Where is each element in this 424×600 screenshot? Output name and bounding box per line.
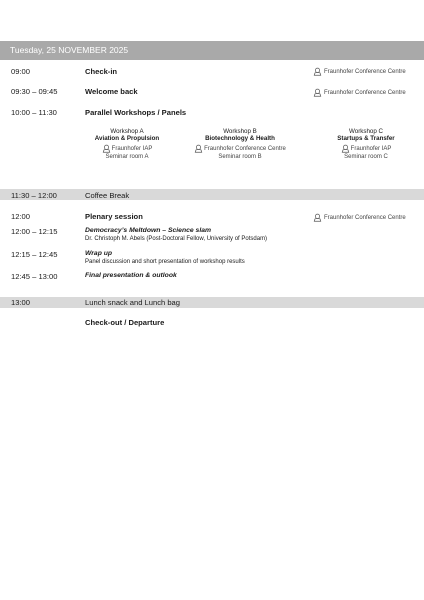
row-title: Parallel Workshops / Panels [85, 108, 187, 117]
location-pin-icon [313, 213, 322, 222]
workshop-label: Workshop C [349, 128, 383, 135]
workshop-location [185, 144, 295, 153]
location-pin-icon [313, 88, 322, 97]
row-title: Final presentation & outlook [85, 272, 177, 279]
row-title: Check-out / Departure [85, 318, 165, 327]
row-time: 10:00 – 11:30 [11, 108, 57, 117]
location-label: Fraunhofer IAP [111, 146, 153, 153]
coffee-break-band [0, 189, 424, 200]
workshop-room: Seminar room C [344, 154, 388, 160]
workshop-room: Seminar room A [105, 154, 149, 160]
workshop-a [72, 128, 182, 160]
workshop-b [185, 128, 295, 160]
location-pin-icon [313, 67, 322, 76]
workshop-title: Startups & Transfer [337, 135, 395, 142]
row-time: 13:00 [11, 298, 31, 307]
row-location [313, 67, 406, 76]
row-location [313, 88, 406, 97]
workshop-label: Workshop B [223, 128, 257, 135]
lunch-band [0, 297, 424, 308]
location-label: Fraunhofer Conference Centre [324, 68, 406, 75]
row-description: Panel discussion and short presentation of workshop results [85, 259, 245, 265]
location-label: Fraunhofer Conference Centre [204, 146, 286, 153]
row-title: Lunch snack and Lunch bag [85, 298, 180, 307]
row-title: Plenary session [85, 212, 143, 221]
location-pin-icon [194, 144, 203, 153]
workshop-title: Biotechnology & Health [205, 135, 275, 142]
row-time: 09:30 – 09:45 [11, 87, 58, 96]
location-pin-icon [341, 144, 350, 153]
row-time: 12:00 – 12:15 [11, 227, 58, 236]
row-description: Dr. Christoph M. Abels (Post-Doctoral Fellow, University of Potsdam) [85, 236, 268, 242]
row-title: Wrap up [85, 250, 113, 257]
row-title: Check-in [85, 67, 118, 76]
day-header: Tuesday, 25 NOVEMBER 2025 [0, 41, 424, 60]
location-label: Fraunhofer IAP [350, 146, 392, 153]
row-title: Welcome back [85, 87, 138, 96]
workshop-location [311, 144, 421, 153]
row-location [313, 213, 406, 222]
workshop-label: Workshop A [110, 128, 144, 135]
workshop-c [311, 128, 421, 160]
row-time: 11:30 – 12:00 [11, 191, 57, 200]
workshop-location [72, 144, 182, 153]
location-pin-icon [102, 144, 111, 153]
workshop-room: Seminar room B [218, 154, 262, 160]
location-label: Fraunhofer Conference Centre [324, 214, 406, 221]
row-time: 09:00 [11, 67, 31, 76]
row-title: Coffee Break [85, 191, 130, 200]
row-title: Democracy’s Meltdown – Science slam [85, 227, 212, 234]
row-time: 12:45 – 13:00 [11, 272, 58, 281]
row-time: 12:00 [11, 212, 31, 221]
row-time: 12:15 – 12:45 [11, 250, 58, 259]
location-label: Fraunhofer Conference Centre [324, 89, 406, 96]
workshop-title: Aviation & Propulsion [94, 135, 160, 142]
